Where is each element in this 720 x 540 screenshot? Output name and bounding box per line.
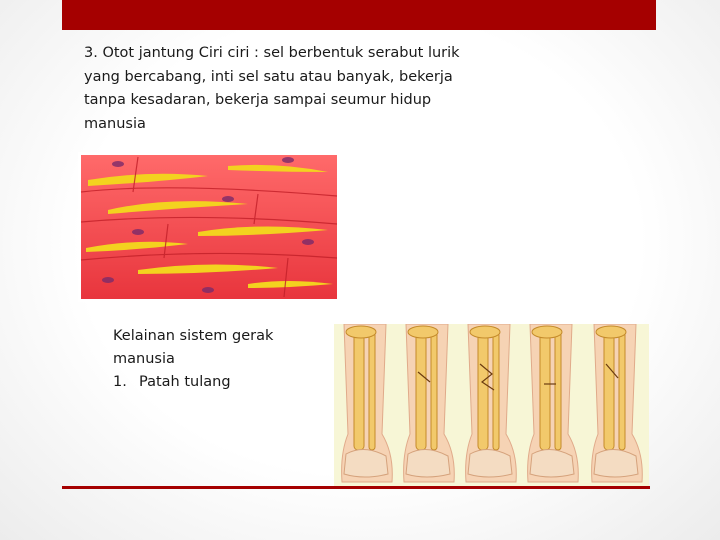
leg-fracture-image [334,324,649,486]
list-item-number: 1. [113,374,127,390]
fracture-section [113,325,333,394]
cardiac-muscle-image [78,152,340,302]
top-accent-bar [62,0,656,30]
list-item-text: Patah tulang [139,374,231,390]
section-heading: Kelainan sistem gerak manusia [113,328,274,367]
body-paragraph: 3. Otot jantung Ciri ciri : sel berbentuk serabut lurik yang bercabang, inti sel satu atau banyak, bekerja tanpa kesadaran, bekerja sampai seumur hidup manusia [84,45,460,132]
list-item [113,371,333,394]
bottom-accent-line [62,486,650,489]
